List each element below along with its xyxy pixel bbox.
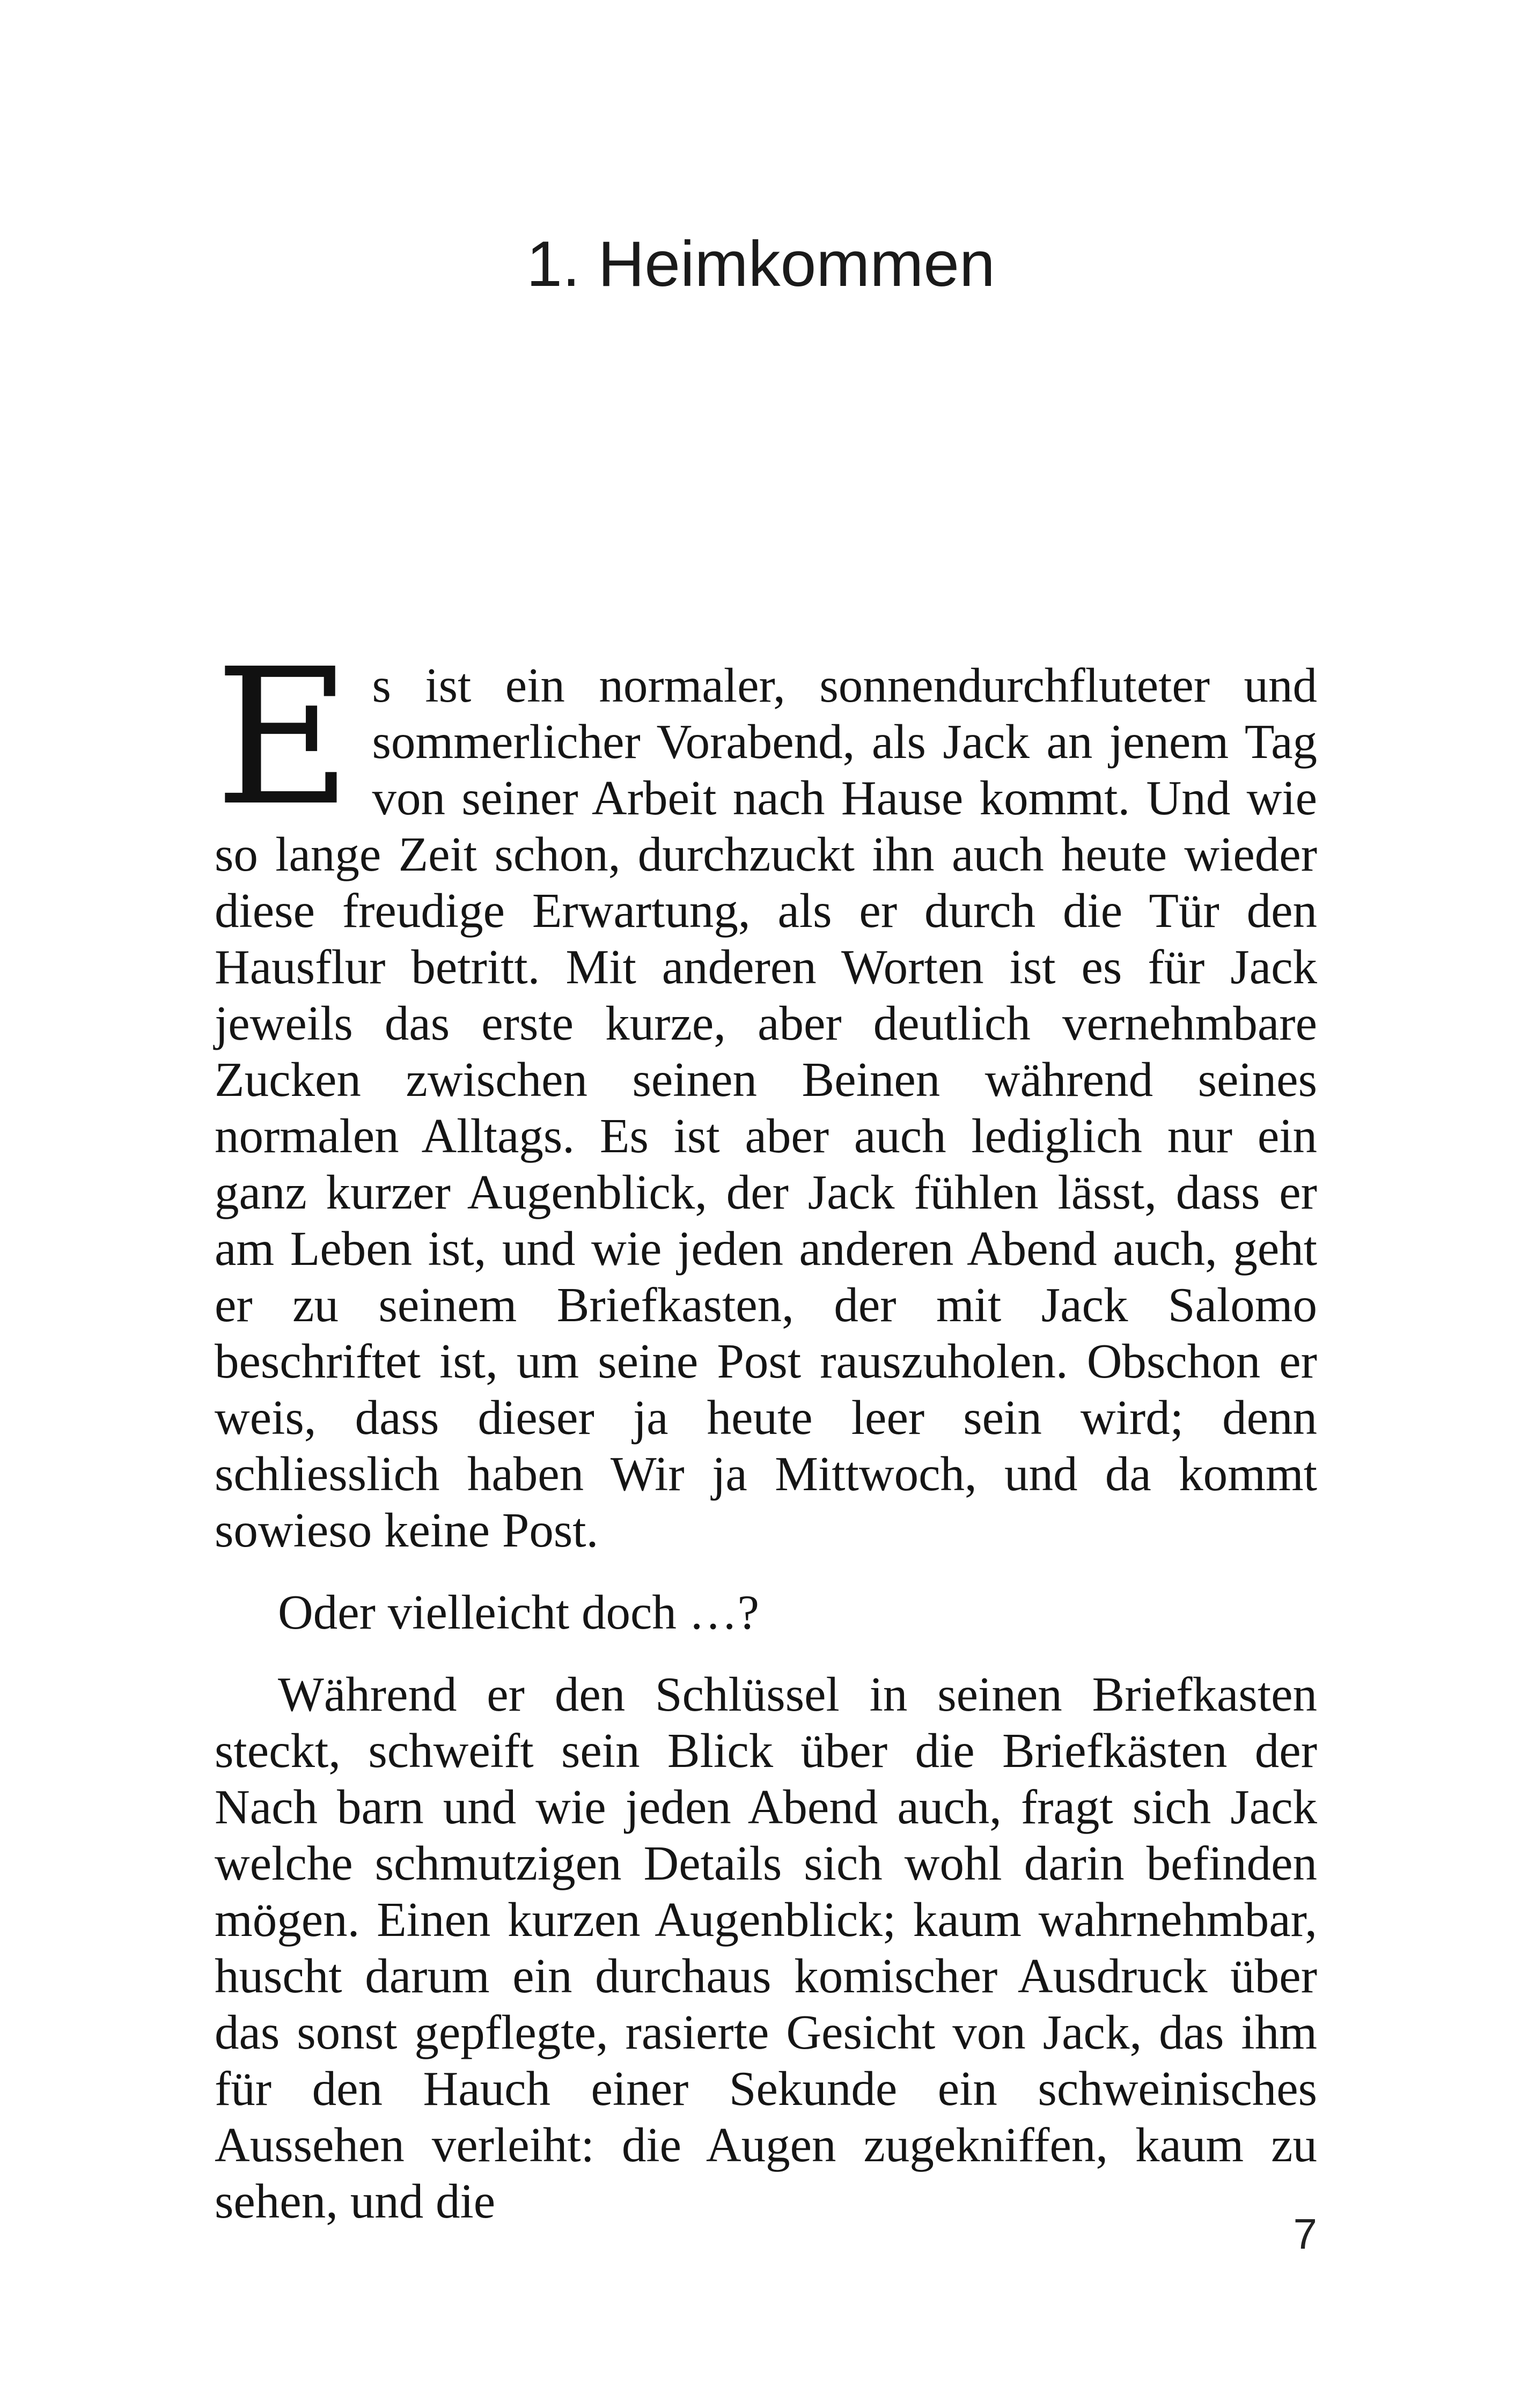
paragraph-2: Oder vielleicht doch …? xyxy=(278,1585,760,1639)
page-number: 7 xyxy=(1293,2210,1317,2258)
paragraph-1 xyxy=(215,628,1317,1558)
chapter-title: 1. Heimkommen xyxy=(526,228,995,300)
paragraph-1-text: s ist ein normaler, sonnendurchfluteter und sommerlicher Vorabend, als Jack an jenem Tag von seiner Arbeit nach Hause kommt. Und wie so lange Zeit schon, durchzuckt ihn auch heute wieder diese freudige Erwartung, als er durch die Tür den Hausflur betritt. Mit anderen Worten ist es für Jack jeweils das erste kurze, aber deutlich vernehmbare Zucken zwischen seinen Beinen während seines normalen Alltags. Es ist aber auch lediglich nur ein ganz kurzer Augenblick, der Jack fühlen lässt, dass er am Leben ist, und wie jeden anderen Abend auch, geht er zu seinem Briefkasten, der mit Jack Salomo beschriftet ist, um seine Post rauszuholen. Obschon er weis, dass dieser ja heute leer sein wird; denn schliesslich haben Wir ja Mittwoch, und da kommt sowieso keine Post. xyxy=(215,658,1317,1557)
paragraph-3: Während er den Schlüssel in seinen Briefkasten steckt, schweift sein Blick über die Briefkästen der Nach barn und wie jeden Abend auch, fragt sich Jack welche schmutzigen Details sich wohl darin befinden mögen. Einen kurzen Augenblick; kaum wahrnehmbar, huscht darum ein durchaus komischer Ausdruck über das sonst gepflegte, rasierte Gesicht von Jack, das ihm für den Hauch einer Sekunde ein schweinisches Aussehen verleiht: die Augen zugekniffen, kaum zu sehen, und die xyxy=(215,1667,1317,2228)
drop-cap-letter: E xyxy=(215,628,352,847)
body-text xyxy=(215,628,1317,2229)
